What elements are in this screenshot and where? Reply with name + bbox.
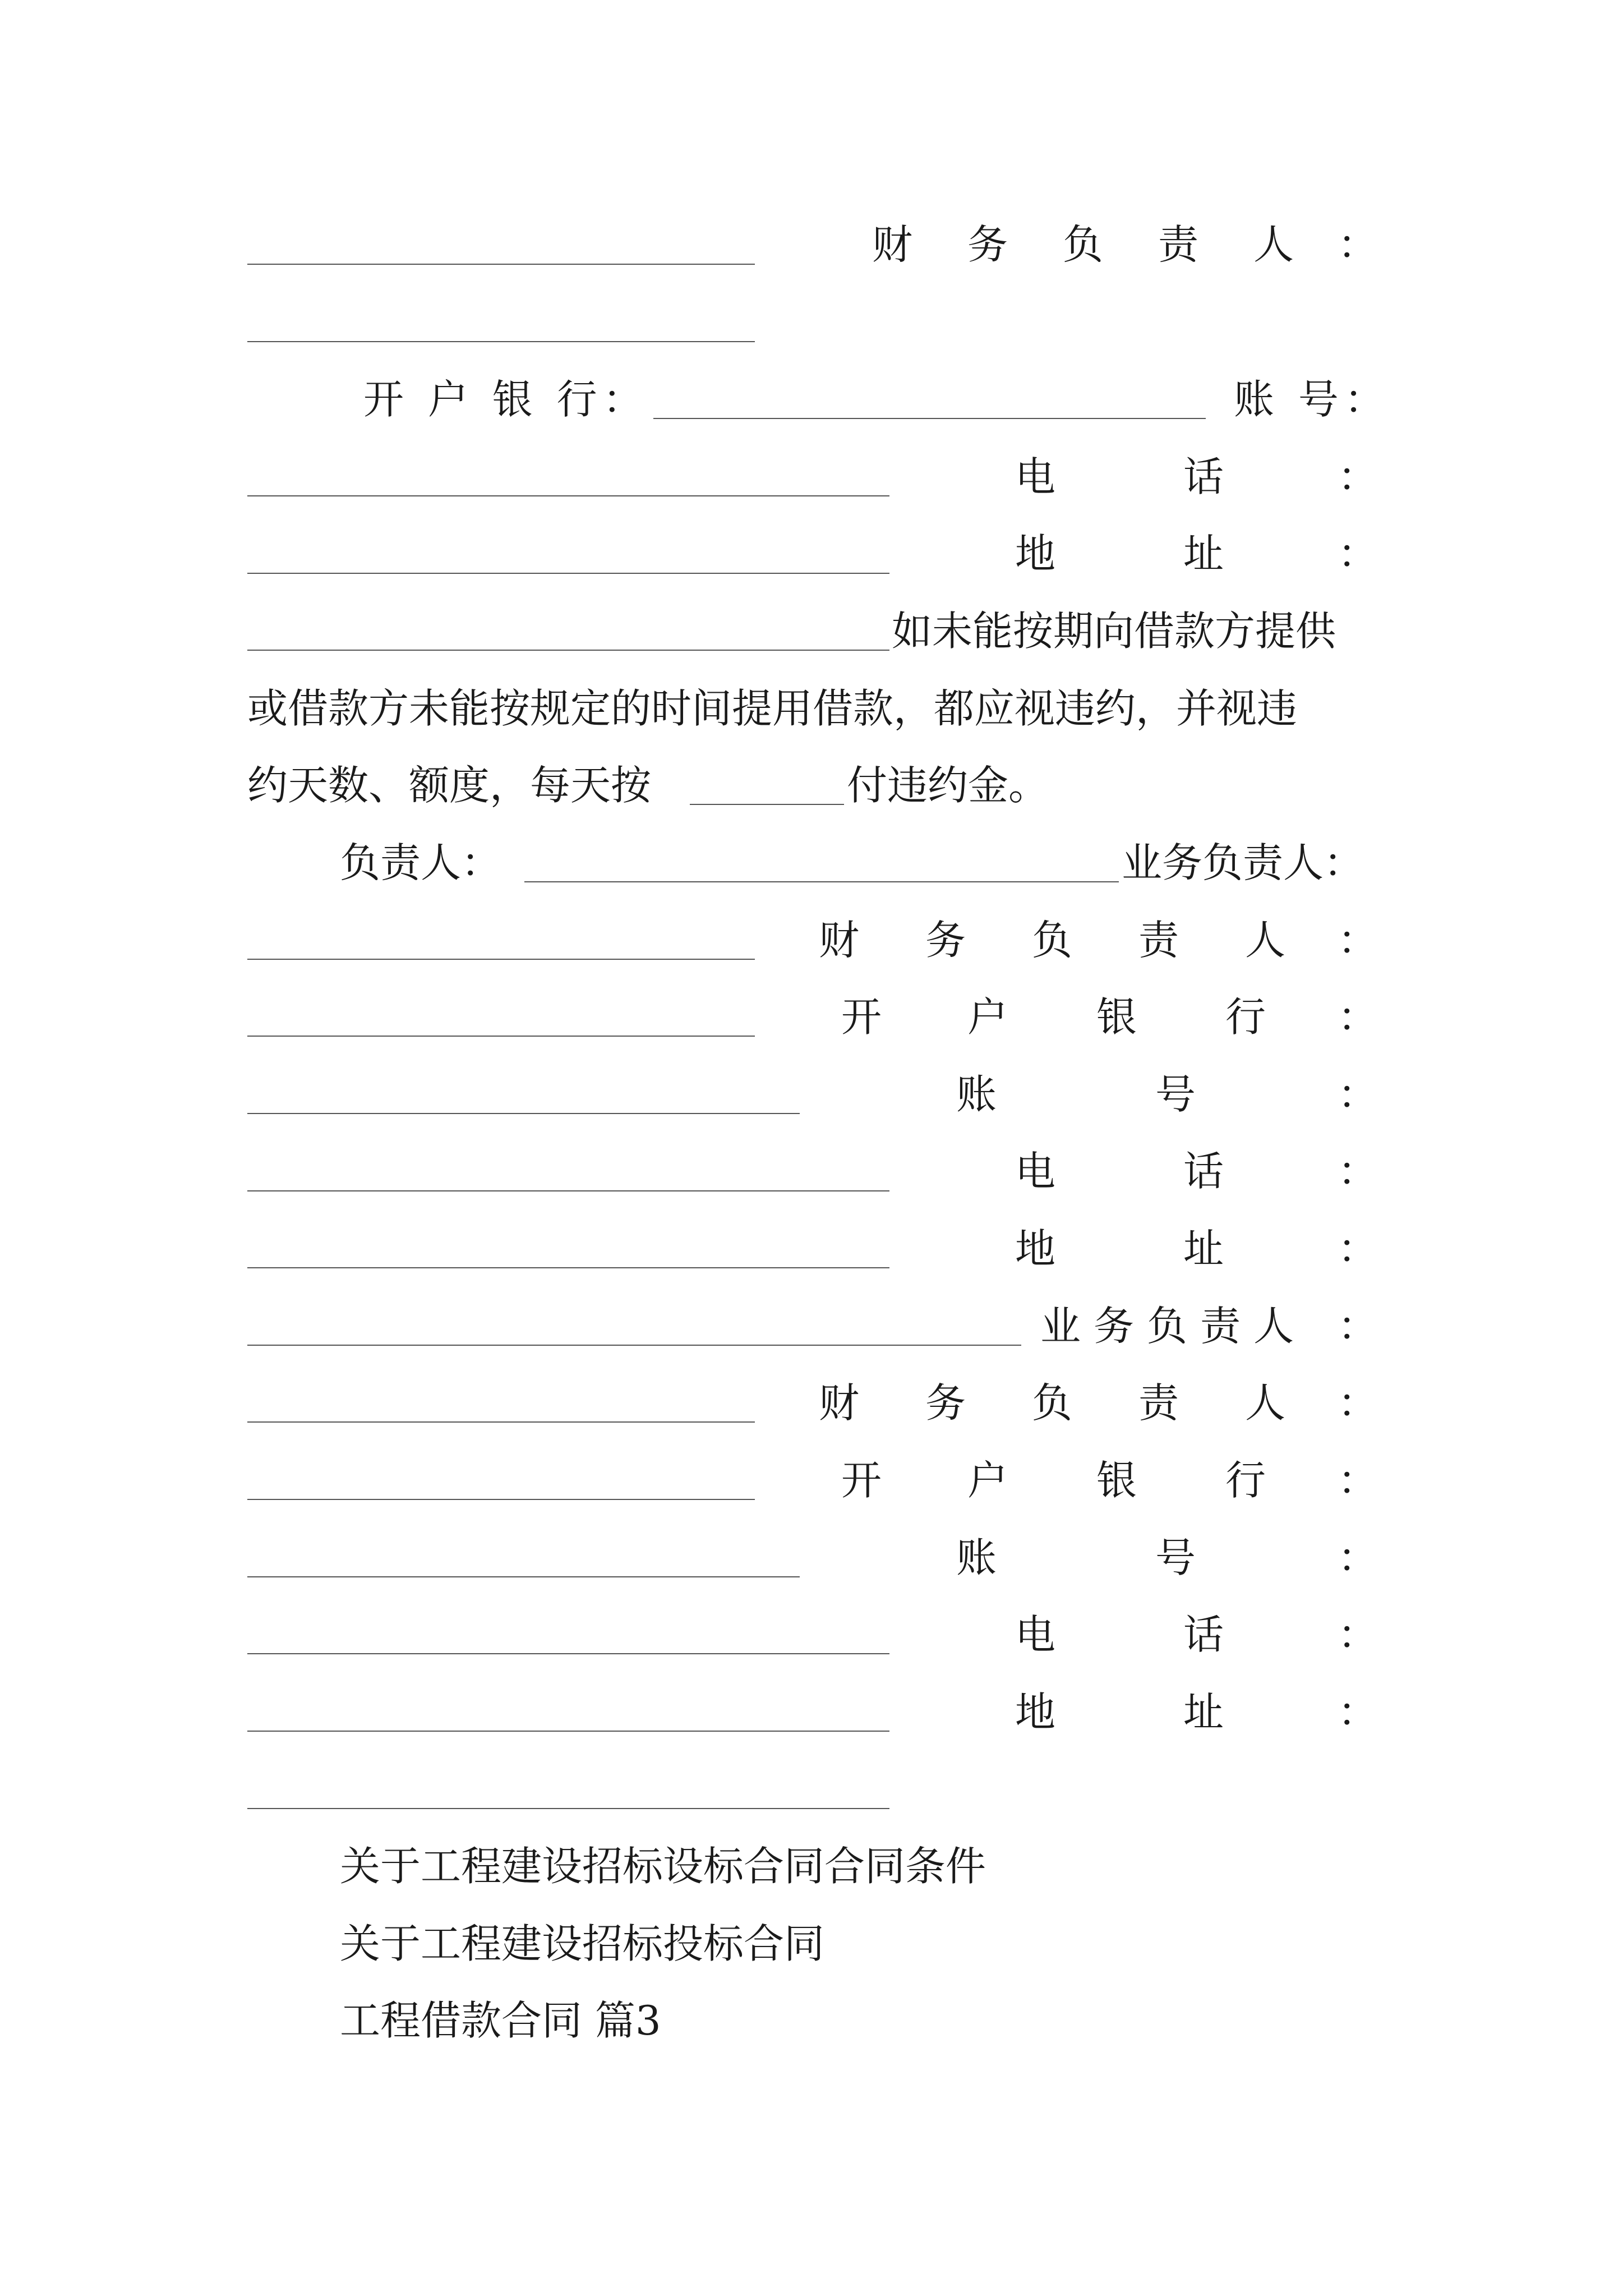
label-char: 号 — [1155, 1071, 1196, 1118]
label-char: 址 — [1183, 1688, 1224, 1736]
label-char: 负 — [1063, 221, 1104, 268]
blank-line — [247, 959, 755, 960]
blank-line — [247, 1731, 889, 1732]
label-char: 地 — [1015, 1688, 1056, 1736]
blank-line — [247, 1499, 755, 1500]
blank-line — [247, 573, 889, 574]
label-char: 业 — [1040, 1303, 1081, 1350]
label-char: 话 — [1183, 1611, 1224, 1658]
label-char: 账 — [956, 1534, 997, 1581]
label-char: 财 — [819, 1379, 860, 1427]
related-link[interactable]: 关于工程建设招标投标合同 — [340, 1920, 825, 1967]
label-char: 号 — [1155, 1534, 1196, 1581]
colon: ： — [1338, 993, 1378, 1041]
label-char: 行 — [1225, 993, 1266, 1041]
blank-line — [524, 881, 1119, 882]
label-char: 户 — [967, 993, 1008, 1041]
paragraph-line-3a: 约天数、额度，每天按 — [247, 762, 652, 809]
label-char: 电 — [1015, 1611, 1056, 1658]
label-char: 务 — [925, 1379, 966, 1427]
blank-line — [247, 341, 755, 342]
account-label: 账 号： — [1234, 376, 1390, 423]
colon: ： — [1338, 1379, 1378, 1427]
blank-line — [247, 1808, 889, 1809]
label-char: 人 — [1245, 917, 1286, 964]
colon: ： — [1338, 917, 1378, 964]
colon: ： — [1338, 1688, 1378, 1736]
label-char: 责 — [1158, 221, 1199, 268]
label-char: 负 — [1032, 917, 1073, 964]
blank-line — [247, 1653, 889, 1654]
label-char: 行 — [1225, 1457, 1266, 1504]
label-char: 责 — [1200, 1303, 1241, 1350]
blank-line — [247, 1113, 800, 1114]
paragraph-line-2: 或借款方未能按规定的时间提用借款，都应视违约，并视违 — [247, 685, 1298, 732]
label-char: 话 — [1183, 1148, 1224, 1195]
paragraph-line-3b: 付违约金。 — [847, 762, 1049, 809]
label-char: 开 — [841, 993, 882, 1041]
related-link[interactable]: 工程借款合同 篇3 — [340, 1997, 661, 2044]
blank-line — [247, 1345, 1021, 1346]
colon: ： — [1338, 1534, 1378, 1581]
label-char: 财 — [819, 917, 860, 964]
label-char: 银 — [1096, 1457, 1137, 1504]
colon: ： — [1338, 530, 1378, 577]
label-char: 责 — [1138, 917, 1179, 964]
colon: ： — [1338, 1225, 1378, 1272]
head-label: 负责人： — [340, 839, 502, 886]
label-char: 负 — [1147, 1303, 1188, 1350]
blank-line — [247, 1421, 755, 1423]
label-char: 户 — [967, 1457, 1008, 1504]
paragraph-line-1: 如未能按期向借款方提供 — [892, 608, 1336, 655]
label-char: 财 — [872, 221, 913, 268]
label-char: 地 — [1015, 1225, 1056, 1272]
label-char: 务 — [1094, 1303, 1135, 1350]
label-char: 址 — [1183, 1225, 1224, 1272]
blank-line — [653, 418, 1206, 419]
label-char: 电 — [1015, 453, 1056, 500]
business-head-label: 业务负责人： — [1122, 839, 1364, 886]
blank-line — [247, 1036, 755, 1037]
blank-line — [690, 804, 844, 805]
blank-line — [247, 264, 755, 265]
blank-line — [247, 1576, 800, 1577]
label-char: 务 — [925, 917, 966, 964]
label-char: 地 — [1015, 530, 1056, 577]
label-char: 址 — [1183, 530, 1224, 577]
label-char: 电 — [1015, 1148, 1056, 1195]
label-char: 银 — [1096, 993, 1137, 1041]
label-char: 账 — [956, 1071, 997, 1118]
blank-line — [247, 1267, 889, 1268]
label-char: 话 — [1183, 453, 1224, 500]
colon: ： — [1338, 1611, 1378, 1658]
colon: ： — [1338, 1071, 1378, 1118]
label-char: 开 — [841, 1457, 882, 1504]
label-char: 人 — [1253, 1303, 1294, 1350]
label-char: 责 — [1138, 1379, 1179, 1427]
label-char: 人 — [1245, 1379, 1286, 1427]
blank-line — [247, 495, 889, 496]
bank-label: 开 户 银 行： — [363, 376, 649, 423]
colon: ： — [1338, 453, 1378, 500]
label-char: 人 — [1253, 221, 1294, 268]
related-link[interactable]: 关于工程建设招标设标合同合同条件 — [340, 1843, 986, 1890]
label-char: 负 — [1032, 1379, 1073, 1427]
blank-line — [247, 650, 889, 651]
colon: ： — [1338, 221, 1378, 268]
colon: ： — [1338, 1148, 1378, 1195]
colon: ： — [1338, 1457, 1378, 1504]
colon: ： — [1338, 1303, 1378, 1350]
blank-line — [247, 1190, 889, 1191]
label-char: 务 — [967, 221, 1008, 268]
